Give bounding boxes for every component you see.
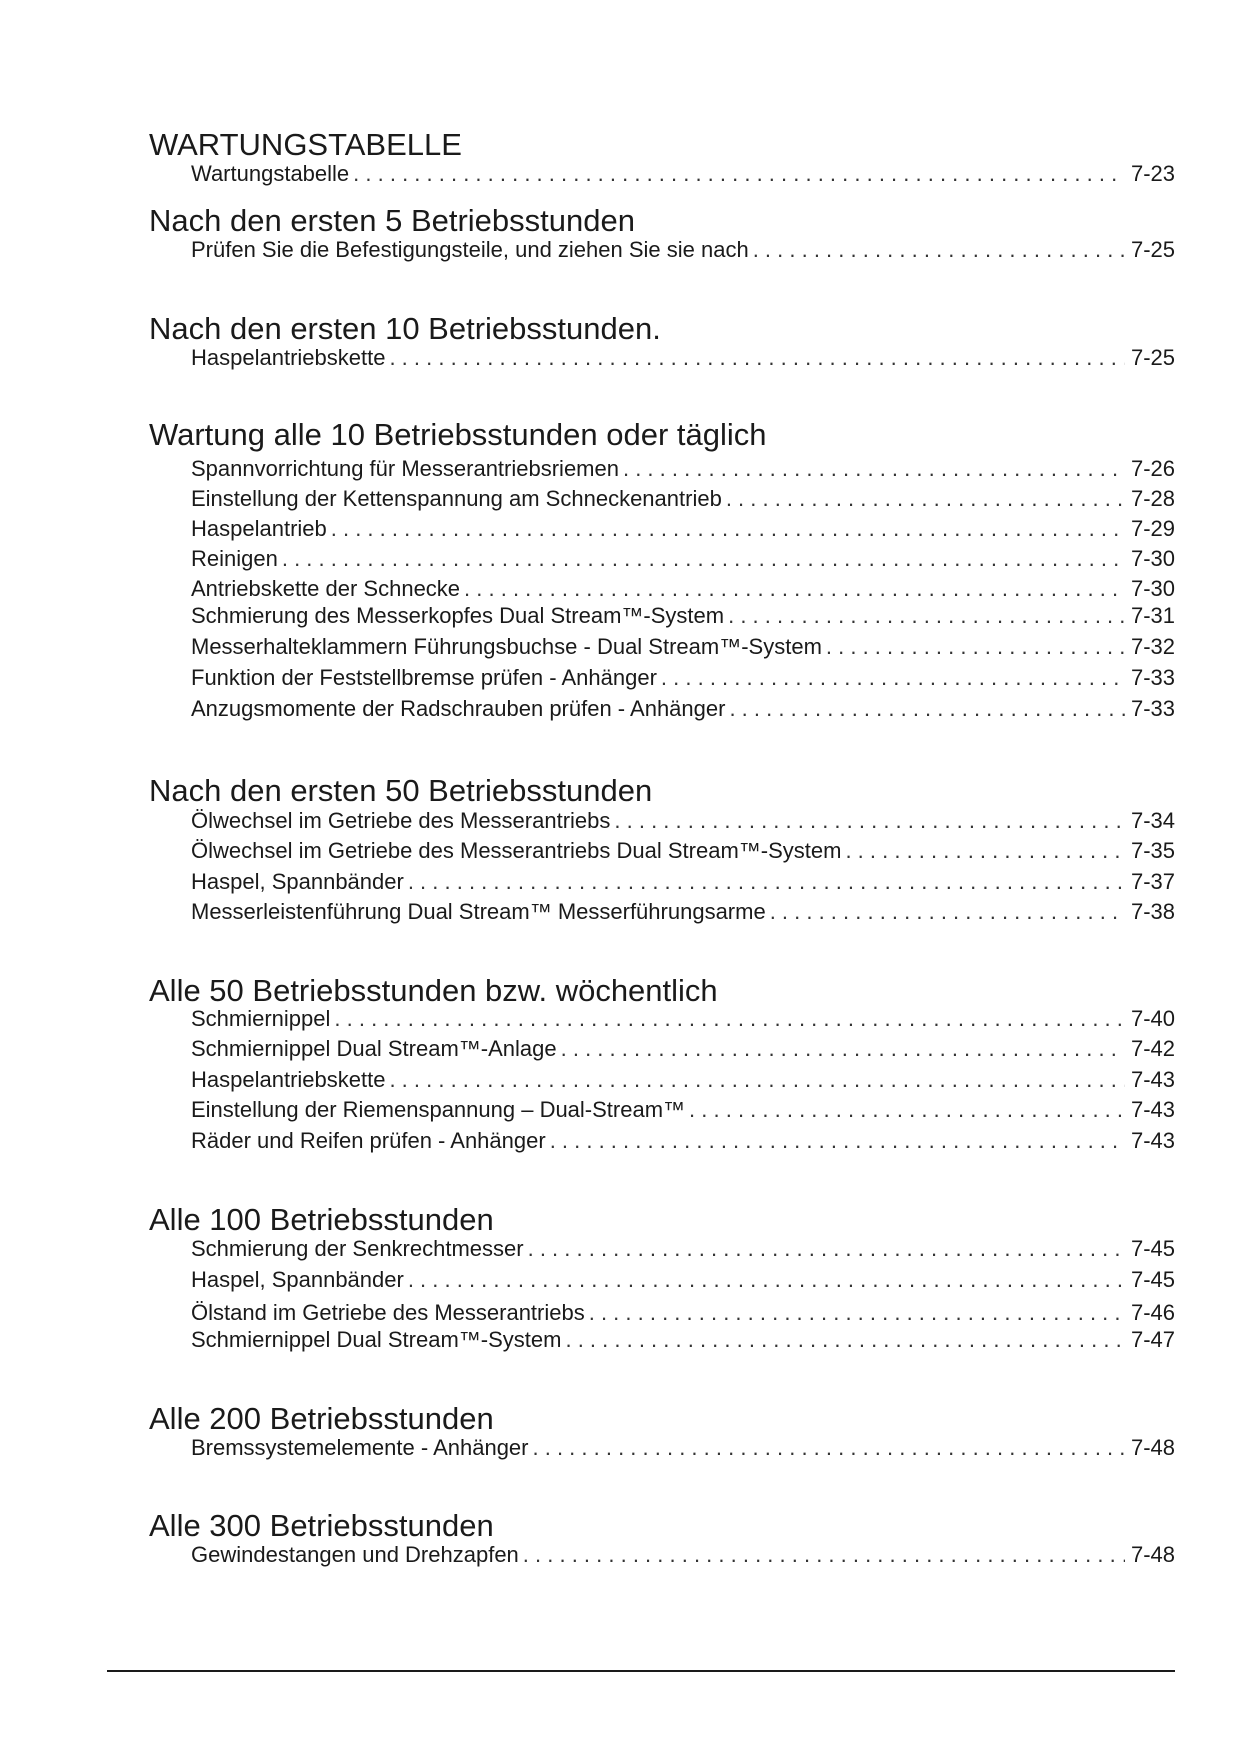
toc-entry[interactable] — [191, 456, 1175, 482]
toc-entry[interactable] — [191, 899, 1175, 925]
entry-page: 7-33 — [1130, 665, 1175, 690]
entry-page: 7-26 — [1130, 456, 1175, 481]
entry-title: Gewindestangen und Drehzapfen — [191, 1542, 519, 1567]
entry-page: 7-25 — [1130, 345, 1175, 370]
entry-page: 7-43 — [1130, 1067, 1175, 1092]
entry-page: 7-28 — [1130, 486, 1175, 511]
dot-leader — [753, 237, 1125, 263]
toc-entry[interactable] — [191, 1067, 1175, 1093]
entry-page: 7-45 — [1130, 1267, 1175, 1292]
dot-leader — [726, 486, 1125, 512]
entry-title: Schmiernippel Dual Stream™-System — [191, 1327, 562, 1352]
dot-leader — [623, 456, 1125, 482]
toc-entry[interactable] — [191, 546, 1175, 572]
section-heading: Nach den ersten 5 Betriebsstunden — [149, 203, 635, 238]
toc-entry[interactable] — [191, 1327, 1175, 1353]
toc-entry[interactable] — [191, 665, 1175, 691]
entry-page: 7-23 — [1130, 161, 1175, 186]
toc-entry[interactable] — [191, 1097, 1175, 1123]
toc-entry[interactable] — [191, 345, 1175, 371]
entry-page: 7-48 — [1130, 1542, 1175, 1567]
dot-leader — [661, 665, 1125, 691]
entry-title: Messerhalteklammern Führungsbuchse - Dual Stream™-System — [191, 634, 822, 659]
dot-leader — [770, 899, 1125, 925]
entry-page: 7-29 — [1130, 516, 1175, 541]
entry-title: Schmiernippel Dual Stream™-Anlage — [191, 1036, 557, 1061]
entry-title: Ölwechsel im Getriebe des Messerantriebs — [191, 808, 611, 833]
dot-leader — [729, 696, 1125, 722]
entry-page: 7-34 — [1130, 808, 1175, 833]
toc-entry[interactable] — [191, 1267, 1175, 1293]
toc-entry[interactable] — [191, 516, 1175, 542]
entry-page: 7-31 — [1130, 603, 1175, 628]
entry-page: 7-25 — [1130, 237, 1175, 262]
dot-leader — [550, 1128, 1125, 1154]
entry-title: Räder und Reifen prüfen - Anhänger — [191, 1128, 546, 1153]
entry-title: Haspel, Spannbänder — [191, 1267, 404, 1292]
toc-entry[interactable] — [191, 808, 1175, 834]
entry-page: 7-30 — [1130, 546, 1175, 571]
entry-page: 7-43 — [1130, 1128, 1175, 1153]
toc-entry[interactable] — [191, 576, 1175, 602]
entry-title: Wartungstabelle — [191, 161, 350, 186]
toc-entry[interactable] — [191, 1542, 1175, 1568]
section-heading: Alle 100 Betriebsstunden — [149, 1202, 494, 1237]
entry-title: Haspel, Spannbänder — [191, 869, 404, 894]
dot-leader — [523, 1542, 1125, 1568]
section-heading: WARTUNGSTABELLE — [149, 127, 462, 162]
dot-leader — [826, 634, 1125, 660]
entry-page: 7-42 — [1130, 1036, 1175, 1061]
dot-leader — [614, 808, 1125, 834]
entry-page: 7-46 — [1130, 1300, 1175, 1325]
entry-page: 7-40 — [1130, 1006, 1175, 1031]
entry-page: 7-47 — [1130, 1327, 1175, 1352]
toc-entry[interactable] — [191, 1128, 1175, 1154]
entry-title: Einstellung der Riemenspannung – Dual-Stream™ — [191, 1097, 686, 1122]
dot-leader — [331, 516, 1125, 542]
dot-leader — [528, 1236, 1125, 1262]
entry-title: Schmierung des Messerkopfes Dual Stream™-System — [191, 603, 725, 628]
dot-leader — [408, 869, 1125, 895]
toc-entry[interactable] — [191, 1435, 1175, 1461]
toc-entry[interactable] — [191, 869, 1175, 895]
entry-page: 7-37 — [1130, 869, 1175, 894]
toc-entry[interactable] — [191, 161, 1175, 187]
entry-page: 7-48 — [1130, 1435, 1175, 1460]
dot-leader — [389, 345, 1125, 371]
dot-leader — [561, 1036, 1125, 1062]
toc-entry[interactable] — [191, 1006, 1175, 1032]
entry-title: Funktion der Feststellbremse prüfen - Anhänger — [191, 665, 657, 690]
entry-page: 7-43 — [1130, 1097, 1175, 1122]
entry-title: Spannvorrichtung für Messerantriebsriemen — [191, 456, 619, 481]
entry-title: Haspelantrieb — [191, 516, 327, 541]
dot-leader — [589, 1300, 1125, 1326]
entry-title: Anzugsmomente der Radschrauben prüfen - Anhänger — [191, 696, 726, 721]
entry-title: Einstellung der Kettenspannung am Schneckenantrieb — [191, 486, 722, 511]
entry-title: Schmiernippel — [191, 1006, 331, 1031]
dot-leader — [353, 161, 1125, 187]
section-heading: Nach den ersten 10 Betriebsstunden. — [149, 311, 661, 346]
entry-page: 7-45 — [1130, 1236, 1175, 1261]
entry-title: Reinigen — [191, 546, 278, 571]
dot-leader — [533, 1435, 1125, 1461]
section-heading: Nach den ersten 50 Betriebsstunden — [149, 773, 653, 808]
dot-leader — [565, 1327, 1124, 1353]
dot-leader — [845, 838, 1125, 864]
entry-title: Haspelantriebskette — [191, 1067, 386, 1092]
dot-leader — [408, 1267, 1125, 1293]
toc-entry[interactable] — [191, 486, 1175, 512]
entry-title: Prüfen Sie die Befestigungsteile, und ziehen Sie sie nach — [191, 237, 749, 262]
toc-entry[interactable] — [191, 838, 1175, 864]
toc-entry[interactable] — [191, 1236, 1175, 1262]
section-heading: Alle 50 Betriebsstunden bzw. wöchentlich — [149, 973, 718, 1008]
entry-page: 7-35 — [1130, 838, 1175, 863]
dot-leader — [282, 546, 1125, 572]
toc-entry[interactable] — [191, 237, 1175, 263]
toc-entry[interactable] — [191, 634, 1175, 660]
entry-title: Antriebskette der Schnecke — [191, 576, 461, 601]
footer-rule — [107, 1670, 1175, 1672]
entry-title: Schmierung der Senkrechtmesser — [191, 1236, 524, 1261]
toc-entry[interactable] — [191, 603, 1175, 629]
entry-title: Bremssystemelemente - Anhänger — [191, 1435, 529, 1460]
section-heading: Alle 300 Betriebsstunden — [149, 1508, 494, 1543]
dot-leader — [389, 1067, 1125, 1093]
entry-title: Messerleistenführung Dual Stream™ Messerführungsarme — [191, 899, 766, 924]
toc-entry[interactable] — [191, 696, 1175, 722]
dot-leader — [689, 1097, 1125, 1123]
entry-page: 7-33 — [1130, 696, 1175, 721]
entry-title: Ölstand im Getriebe des Messerantriebs — [191, 1300, 585, 1325]
dot-leader — [334, 1006, 1125, 1032]
dot-leader — [728, 603, 1125, 629]
entry-page: 7-38 — [1130, 899, 1175, 924]
entry-page: 7-30 — [1130, 576, 1175, 601]
entry-title: Haspelantriebskette — [191, 345, 386, 370]
section-heading: Alle 200 Betriebsstunden — [149, 1401, 494, 1436]
toc-entry[interactable] — [191, 1300, 1175, 1326]
toc-entry[interactable] — [191, 1036, 1175, 1062]
section-heading: Wartung alle 10 Betriebsstunden oder täglich — [149, 417, 767, 452]
dot-leader — [464, 576, 1125, 602]
entry-page: 7-32 — [1130, 634, 1175, 659]
entry-title: Ölwechsel im Getriebe des Messerantriebs Dual Stream™-System — [191, 838, 842, 863]
